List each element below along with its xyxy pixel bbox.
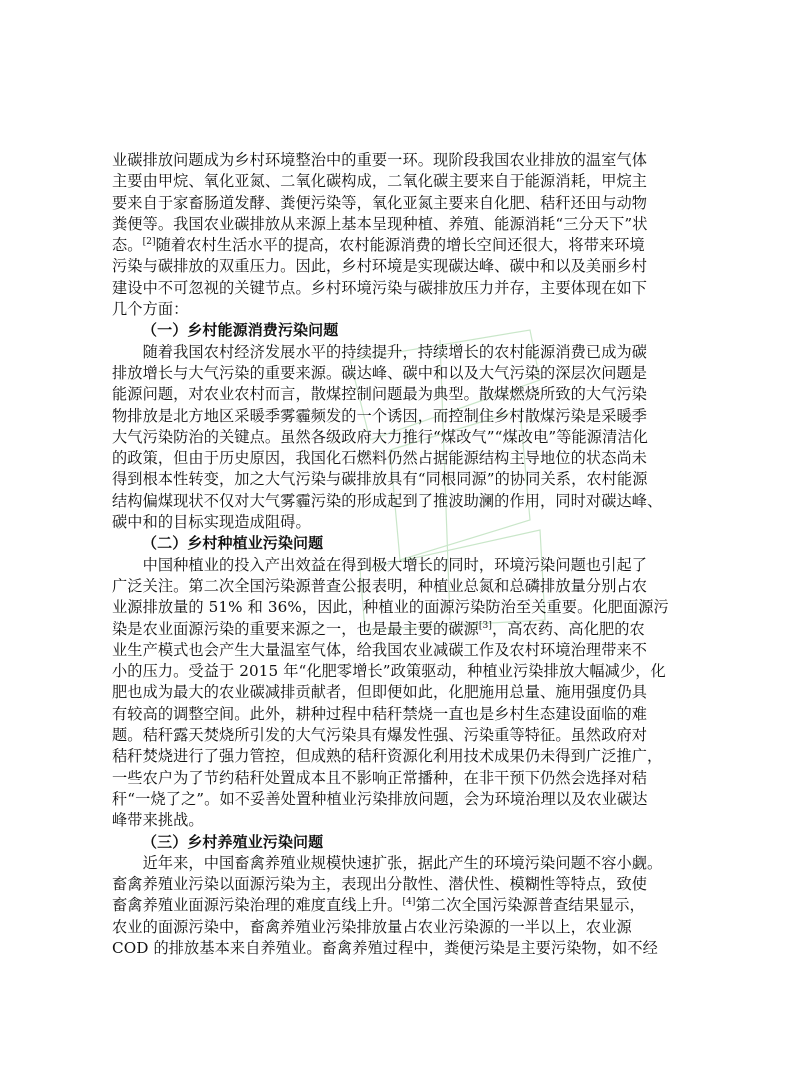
body-line: 峰带来挑战。 — [112, 811, 204, 830]
body-line: 得到根本性转变，加之大气污染与碳排放具有“同根同源”的协同关系，农村能源 — [112, 470, 648, 489]
body-line: 结构偏煤现状不仅对大气雾霾污染的形成起到了推波助澜的作用，同时对碳达峰、 — [112, 491, 663, 510]
body-line: 建设中不可忽视的关键节点。乡村环境污染与碳排放压力并存，主要体现在如下 — [112, 278, 648, 297]
body-line: 题。秸秆露天焚烧所引发的大气污染具有爆发性强、污染重等特征。虽然政府对 — [112, 726, 648, 745]
body-line: 排放增长与大气污染的重要来源。碳达峰、碳中和以及大气污染的深层次问题是 — [112, 363, 648, 382]
body-text: 畜禽养殖业面源污染治理的难度直线上升。 — [112, 896, 403, 915]
body-line: 随着我国农村经济发展水平的持续提升，持续增长的农村能源消费已成为碳 — [112, 342, 648, 361]
body-line: 小的压力。受益于 2015 年“化肥零增长”政策驱动，种植业污染排放大幅减少，化 — [112, 662, 666, 681]
section-heading: （二）乡村种植业污染问题 — [142, 534, 324, 553]
body-line: 要来自于家畜肠道发酵、粪便污染等，氧化亚氮主要来自化肥、秸秆还田与动物 — [112, 193, 648, 212]
body-text: 态。 — [112, 236, 143, 255]
citation-ref: [2] — [142, 237, 156, 248]
body-text: 第二次全国污染源普查结果显示， — [415, 896, 645, 915]
body-line: 秸秆焚烧进行了强力管控，但成熟的秸秆资源化利用技术成果仍未得到广泛推广， — [112, 747, 663, 766]
body-line: 业源排放量的 51% 和 36%，因此，种植业的面源污染防治至关重要。化肥面源污 — [112, 598, 669, 617]
body-line: 广泛关注。第二次全国污染源普查公报表明，种植业总氮和总磷排放量分别占农 — [112, 576, 648, 595]
body-text: 染是农业面源污染的重要来源之一，也是最主要的碳源 — [112, 619, 479, 638]
body-line: 一些农户为了节约秸秆处置成本且不影响正常播种，在非干预下仍然会选择对秸 — [112, 768, 648, 787]
body-line: 农业的面源污染中，畜禽养殖业污染排放量占农业污染源的一半以上，农业源 — [112, 917, 632, 936]
body-line: 物排放是北方地区采暖季雾霾频发的一个诱因，而控制住乡村散煤污染是采暖季 — [112, 406, 648, 425]
body-line: 粪便等。我国农业碳排放从来源上基本呈现种植、养殖、能源消耗“三分天下”状 — [112, 214, 648, 233]
body-text: ，高农药、高化肥的农 — [491, 619, 645, 638]
section-heading: （一）乡村能源消费污染问题 — [142, 321, 339, 340]
body-line: 碳中和的目标实现造成阻碍。 — [112, 513, 311, 532]
document-page — [112, 150, 692, 959]
body-line: COD 的排放基本来自养殖业。畜禽养殖过程中，粪便污染是主要污染物，如不经 — [112, 938, 658, 957]
citation-ref: [3] — [478, 620, 492, 631]
body-text: 随着农村生活水平的提高，农村能源消费的增长空间还很大，将带来环境 — [155, 236, 645, 255]
body-line: 业碳排放问题成为乡村环境整治中的重要一环。现阶段我国农业排放的温室气体 — [112, 151, 648, 169]
body-line: 大气污染防治的关键点。虽然各级政府大力推行“煤改气”“煤改电”等能源清洁化 — [112, 427, 648, 446]
body-line: 的政策，但由于历史原因，我国化石燃料仍然占据能源结构主导地位的状态尚未 — [112, 449, 648, 468]
body-line — [112, 235, 692, 256]
body-line: 近年来，中国畜禽养殖业规模快速扩张，据此产生的环境污染问题不容小觑。 — [112, 853, 663, 872]
body-line: 主要由甲烷、氧化亚氮、二氧化碳构成，二氧化碳主要来自于能源消耗，甲烷主 — [112, 172, 648, 191]
body-line: 几个方面： — [112, 300, 189, 319]
body-line: 污染与碳排放的双重压力。因此，乡村环境是实现碳达峰、碳中和以及美丽乡村 — [112, 257, 648, 276]
body-line: 业生产模式也会产生大量温室气体，给我国农业减碳工作及农村环境治理带来不 — [112, 640, 648, 659]
body-line: 肥也成为最大的农业碳减排贡献者，但即便如此，化肥施用总量、施用强度仍具 — [112, 683, 648, 702]
body-line: 秆“一烧了之”。如不妥善处置种植业污染排放问题，会为环境治理以及农业碳达 — [112, 789, 648, 808]
citation-ref: [4] — [402, 897, 416, 908]
body-line: 畜禽养殖业污染以面源污染为主，表现出分散性、潜伏性、模糊性等特点，致使 — [112, 875, 648, 894]
body-line — [112, 619, 692, 640]
section-heading: （三）乡村养殖业污染问题 — [142, 832, 324, 851]
body-line: 有较高的调整空间。此外，耕种过程中秸秆禁烧一直也是乡村生态建设面临的难 — [112, 704, 648, 723]
body-line — [112, 895, 692, 916]
body-line: 能源问题，对农业农村而言，散煤控制问题最为典型。散煤燃烧所致的大气污染 — [112, 385, 648, 404]
body-line: 中国种植业的投入产出效益在得到极大增长的同时，环境污染问题也引起了 — [112, 555, 648, 574]
